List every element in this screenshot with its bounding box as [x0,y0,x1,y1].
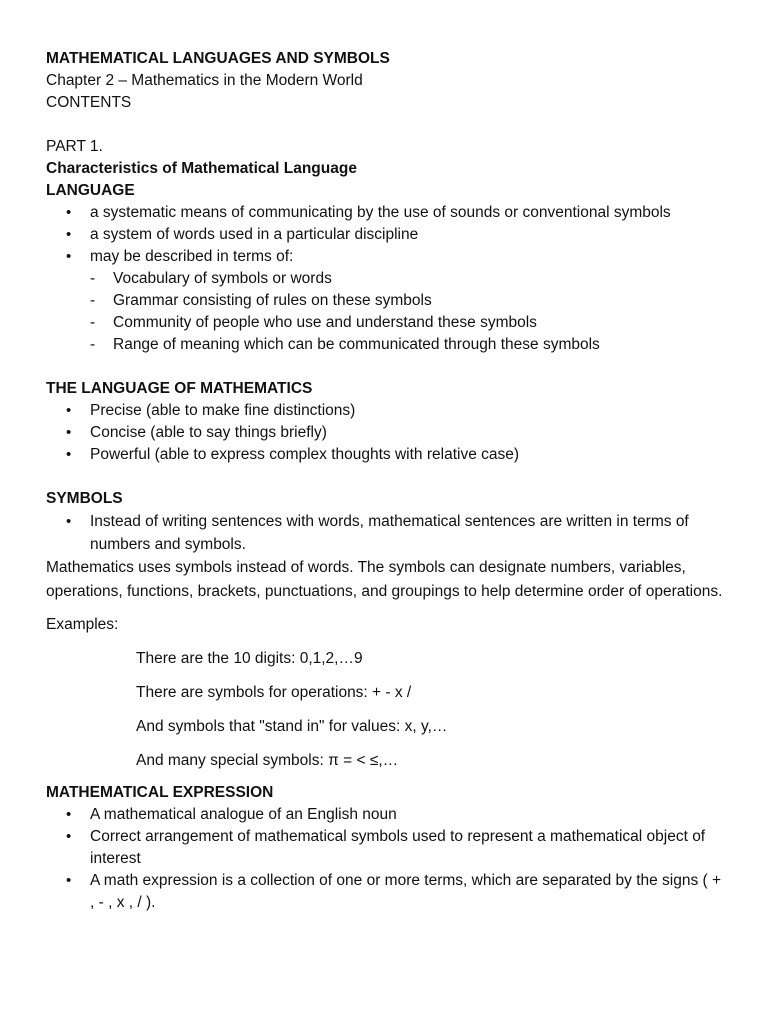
list-item: - Vocabulary of symbols or words [46,268,726,290]
list-item: • a system of words used in a particular discipline [46,224,726,246]
symbols-bullet-list [46,510,726,556]
document-title: MATHEMATICAL LANGUAGES AND SYMBOLS [46,50,390,67]
list-item: • a systematic means of communicating by the use of sounds or conventional symbols [46,202,726,224]
document-page [46,48,726,914]
example-line: There are symbols for operations: + - x / [136,684,412,701]
contents-label: CONTENTS [46,94,132,111]
list-item: • may be described in terms of: [46,246,726,268]
example-line: And many special symbols: π = < ≤,… [136,752,399,769]
list-item: - Grammar consisting of rules on these symbols [46,290,726,312]
list-item: • A mathematical analogue of an English noun [46,804,726,826]
part-heading: Characteristics of Mathematical Language [46,160,357,177]
spacer [46,466,726,488]
part-label: PART 1. [46,138,103,155]
expression-heading: MATHEMATICAL EXPRESSION [46,784,274,801]
symbols-paragraph: Mathematics uses symbols instead of words. The symbols can designate numbers, variables, operations, functions, brackets, punctuations, and groupings to help determine order of operations. [46,559,723,600]
math-language-bullet-list [46,400,726,466]
language-sub-list [46,268,726,356]
symbols-heading: SYMBOLS [46,490,123,507]
examples-label: Examples: [46,616,119,633]
spacer [46,356,726,378]
list-item: • Concise (able to say things briefly) [46,422,726,444]
list-item: • Instead of writing sentences with words, mathematical sentences are written in terms of numbers and symbols. [46,510,726,556]
spacer [46,738,726,750]
spacer [46,772,726,782]
spacer [46,636,726,648]
list-item: • A math expression is a collection of one or more terms, which are separated by the signs ( + , - , x , / ). [46,870,726,914]
list-item: • Powerful (able to express complex thoughts with relative case) [46,444,726,466]
spacer [46,704,726,716]
spacer [46,670,726,682]
document-subtitle: Chapter 2 – Mathematics in the Modern World [46,72,363,89]
list-item: • Correct arrangement of mathematical symbols used to represent a mathematical object of interest [46,826,726,870]
list-item: - Range of meaning which can be communicated through these symbols [46,334,726,356]
list-item: - Community of people who use and understand these symbols [46,312,726,334]
spacer [46,114,726,136]
math-language-heading: THE LANGUAGE OF MATHEMATICS [46,380,313,397]
list-item: • Precise (able to make fine distinctions) [46,400,726,422]
spacer [46,604,726,614]
example-line: There are the 10 digits: 0,1,2,…9 [136,650,363,667]
language-heading: LANGUAGE [46,182,135,199]
expression-bullet-list [46,804,726,914]
language-bullet-list [46,202,726,268]
example-line: And symbols that "stand in" for values: x, y,… [136,718,448,735]
